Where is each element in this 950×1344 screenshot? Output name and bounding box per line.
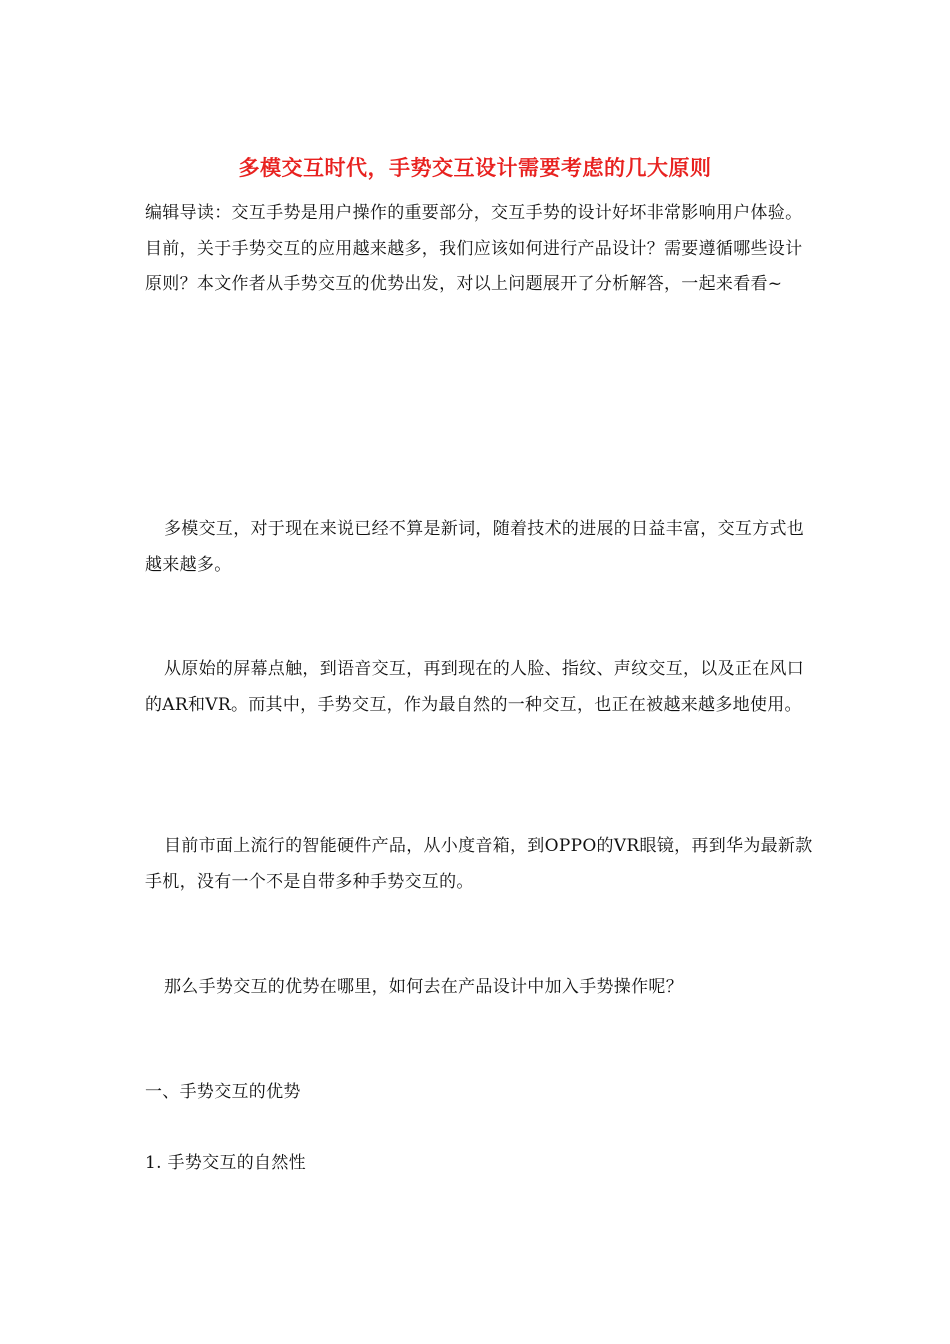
body-paragraph-3: 目前市面上流行的智能硬件产品，从小度音箱，到OPPO的VR眼镜，再到华为最新款手机，没有一个不是自带多种手势交互的。 — [145, 836, 813, 892]
section-heading: 一、手势交互的优势 — [145, 1082, 301, 1102]
body-paragraph-4: 那么手势交互的优势在哪里，如何去在产品设计中加入手势操作呢？ — [164, 977, 683, 997]
intro-paragraph: 编辑导读：交互手势是用户操作的重要部分，交互手势的设计好坏非常影响用户体验。目前，关于手势交互的应用越来越多，我们应该如何进行产品设计？需要遵循哪些设计原则？本文作者从手势交互的优势出发，对以上问题展开了分析解答，一起来看看~ — [145, 203, 803, 294]
body-paragraph-2: 从原始的屏幕点触，到语音交互，再到现在的人脸、指纹、声纹交互，以及正在风口的AR和VR。而其中，手势交互，作为最自然的一种交互，也正在被越来越多地使用。 — [145, 659, 805, 715]
subsection-heading: 1. 手势交互的自然性 — [145, 1153, 306, 1173]
document-title: 多模交互时代，手势交互设计需要考虑的几大原则 — [238, 156, 712, 180]
body-paragraph-1: 多模交互，对于现在来说已经不算是新词，随着技术的进展的日益丰富，交互方式也越来越多。 — [145, 519, 805, 575]
